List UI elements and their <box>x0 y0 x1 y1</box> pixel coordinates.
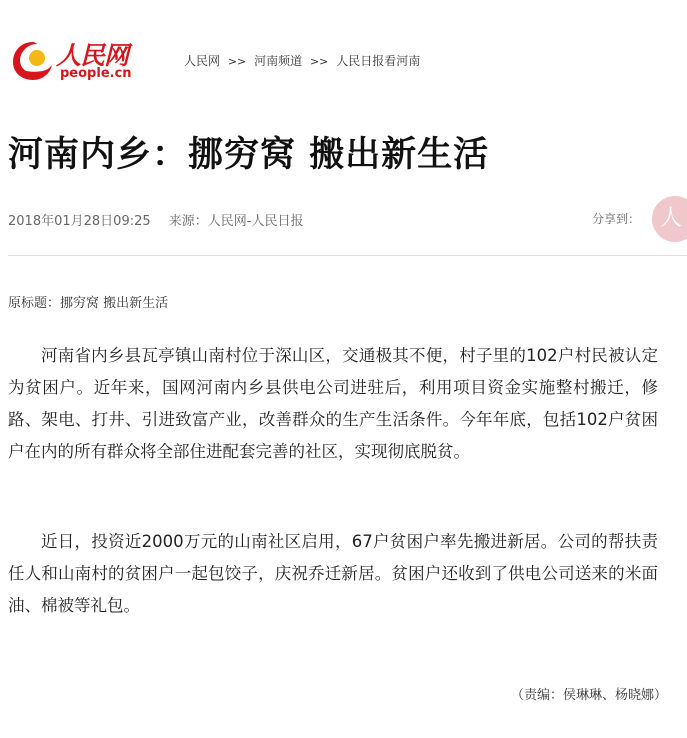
article-meta <box>8 210 304 229</box>
publish-datetime: 2018年01月28日09:25 <box>8 214 151 229</box>
people-logo-icon <box>10 38 56 82</box>
article-title: 河南内乡：挪穷窝 搬出新生活 <box>8 135 490 175</box>
header-divider <box>8 255 687 256</box>
share-people-icon[interactable]: 人 <box>652 196 687 242</box>
breadcrumb <box>184 52 420 69</box>
article-paragraph: 近日，投资近2000万元的山南社区启用，67户贫困户率先搬进新居。公司的帮扶责任人和山南村的贫困户一起包饺子，庆祝乔迁新居。贫困户还收到了供电公司送来的米面油、棉被等礼包。 <box>8 532 658 615</box>
article-paragraph: 河南省内乡县瓦亭镇山南村位于深山区，交通极其不便，村子里的102户村民被认定为贫困户。近年来，国网河南内乡县供电公司进驻后，利用项目资金实施整村搬迁，修路、架电、打井、引进致富产业，改善群众的生产生活条件。今年年底，包括102户贫困户在内的所有群众将全部住进配套完善的社区，实现彻底脱贫。 <box>8 346 658 461</box>
source-link[interactable]: 人民网-人民日报 <box>207 214 304 229</box>
breadcrumb-item-henan-channel[interactable]: 河南频道 <box>254 54 303 68</box>
breadcrumb-item-people-daily-henan[interactable]: 人民日报看河南 <box>336 54 421 68</box>
original-title: 原标题：挪穷窝 搬出新生活 <box>8 296 169 311</box>
logo-text-cn: 人民网 <box>56 41 129 70</box>
people-cn-logo[interactable] <box>10 36 130 86</box>
source-label: 来源： <box>168 214 208 229</box>
logo-text-en: people.cn <box>60 66 132 81</box>
breadcrumb-item-people[interactable]: 人民网 <box>184 54 221 68</box>
breadcrumb-separator: >> <box>227 55 247 68</box>
editor-credit: （责编：侯琳琳、杨晓娜） <box>510 688 667 703</box>
breadcrumb-separator: >> <box>309 55 329 68</box>
share-label: 分享到： <box>592 212 641 226</box>
